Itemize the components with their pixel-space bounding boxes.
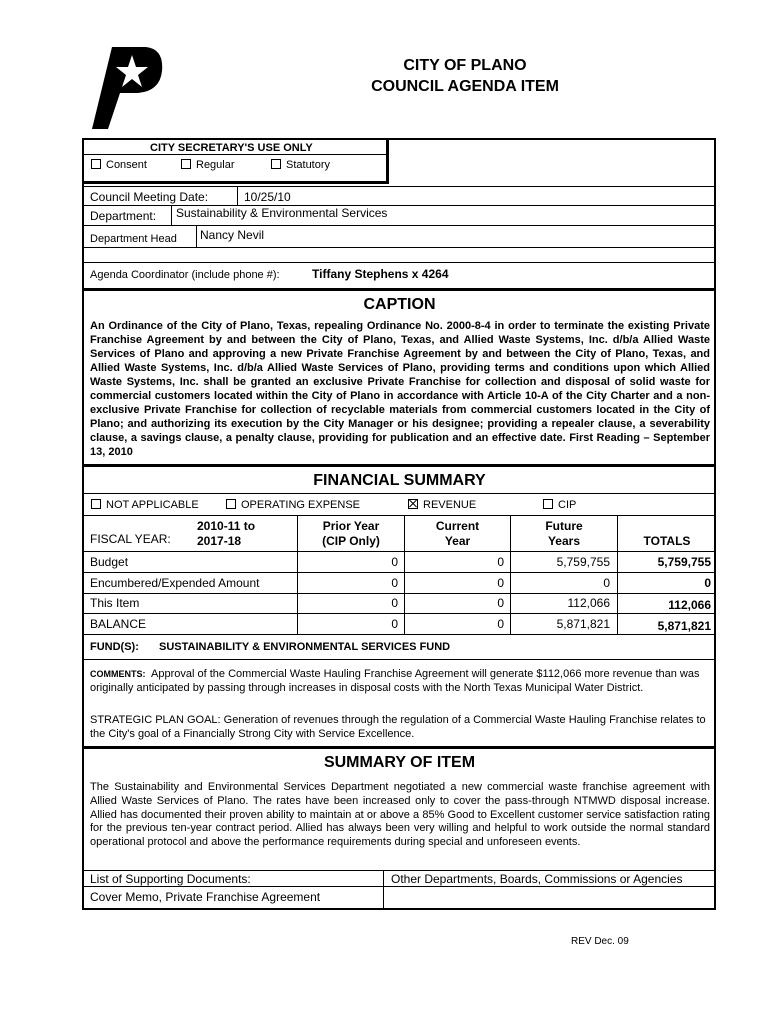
statutory-checkbox[interactable] <box>271 159 281 169</box>
revision-note: REV Dec. 09 <box>571 936 629 947</box>
revenue-checkbox-checked[interactable] <box>408 499 418 509</box>
funds-value: SUSTAINABILITY & ENVIRONMENTAL SERVICES FUND <box>159 641 451 653</box>
row-budget-label: Budget <box>90 555 129 569</box>
row-balance-future: 5,871,821 <box>556 617 610 631</box>
department-value: Sustainability & Environmental Services <box>176 206 388 220</box>
caption-text: An Ordinance of the City of Plano, Texas, repealing Ordinance No. 2000-8-4 in order to terminate the existing Private Franchise Agreement by and between the City of Plano, Texas, and Allied Waste Systems, Inc. d/b/a Allied Waste Services of Plano and approving a new Private Franchise Agreement by and between the City of Plano, Texas, and Allied Waste Systems, Inc. d/b/a Allied Waste Services of Plano, providing terms and conditions upon which Allied Waste Systems, Inc. shall be granted an exclusive Private Franchise for collection and disposal of solid waste for commercial customers located within the City of Plano in accordance with Article 10-A of the City Charter and a non-exclusive Private Franchise for collection of recyclable materials from commercial customers located in the City of Plano; and authorizing its execution by the City Manager or his designee; providing a repealer clause, a severability clause, a savings clause, a penalty clause, providing for publication and an effective date. First Reading – September 13, 2010 <box>90 320 710 458</box>
row-balance-current: 0 <box>497 617 504 631</box>
not-applicable-checkbox[interactable] <box>91 499 101 509</box>
col-prior-year: Prior Year (CIP Only) <box>322 519 380 548</box>
funds-label: FUND(S): <box>90 641 139 653</box>
row-encumbered-current: 0 <box>497 576 504 590</box>
fiscal-year-value-2: 2017-18 <box>197 534 242 548</box>
row-encumbered-prior: 0 <box>391 576 398 590</box>
supporting-docs-label: List of Supporting Documents: <box>90 872 251 886</box>
row-encumbered-label: Encumbered/Expended Amount <box>90 576 260 590</box>
meeting-date-label: Council Meeting Date: <box>90 190 209 204</box>
supporting-docs-value: Cover Memo, Private Franchise Agreement <box>90 890 321 904</box>
coordinator-label: Agenda Coordinator (include phone #): <box>90 269 280 281</box>
comments-text: Approval of the Commercial Waste Hauling Franchise Agreement will generate $112,066 more revenue than was originally anticipated by passing through increases in disposal costs with the North Texas Municipal Water District. <box>90 668 700 694</box>
row-balance-total: 5,871,821 <box>657 619 711 633</box>
fiscal-year-label: FISCAL YEAR: <box>90 532 171 546</box>
department-head-value: Nancy Nevil <box>200 228 265 242</box>
row-this-item-prior: 0 <box>391 596 398 610</box>
row-budget-future: 5,759,755 <box>556 555 610 569</box>
row-this-item-total: 112,066 <box>668 598 711 612</box>
meeting-date-value: 10/25/10 <box>244 190 291 204</box>
statutory-option[interactable]: Statutory <box>271 159 330 171</box>
financial-summary-title: FINANCIAL SUMMARY <box>313 472 486 489</box>
fiscal-year-value-1: 2010-11 to <box>197 519 256 533</box>
regular-checkbox[interactable] <box>181 159 191 169</box>
summary-title: SUMMARY OF ITEM <box>323 754 476 771</box>
row-balance-label: BALANCE <box>90 617 147 631</box>
row-this-item-future: 112,066 <box>567 596 610 610</box>
row-encumbered-total: 0 <box>704 576 711 590</box>
row-this-item-label: This Item <box>90 596 140 610</box>
consent-checkbox[interactable] <box>91 159 101 169</box>
revenue-option[interactable]: REVENUE <box>408 499 476 511</box>
summary-text: The Sustainability and Environmental Services Department negotiated a new commercial waste franchise agreement with Allied Waste Services of Plano. The rates have been increased only to cover the pass-through NTMWD disposal increase. Allied has documented their proven ability to maintain at or above a 85% Good to Excellent customer service satisfaction rating for the previous ten-year contract period. Allied has always been very willing and helpful to work outside the normal standard operational protocol and above the performance requirements during special and unforeseen events. <box>90 781 710 849</box>
not-applicable-option[interactable]: NOT APPLICABLE <box>91 499 199 511</box>
other-departments-label: Other Departments, Boards, Commissions or Agencies <box>391 872 683 886</box>
row-balance-prior: 0 <box>391 617 398 631</box>
header-line-2: COUNCIL AGENDA ITEM <box>371 78 559 95</box>
strategic-plan-goal: STRATEGIC PLAN GOAL: Generation of revenues through the regulation of a Commercial Waste Hauling Franchise relates to the City's goal of a Financially Strong City with Service Excellence. <box>90 714 706 740</box>
department-label: Department: <box>90 209 157 223</box>
row-budget-prior: 0 <box>391 555 398 569</box>
comments <box>90 667 710 695</box>
secretary-title: CITY SECRETARY'S USE ONLY <box>150 142 313 154</box>
row-encumbered-future: 0 <box>603 576 610 590</box>
comments-label: COMMENTS: <box>90 669 146 679</box>
cip-checkbox[interactable] <box>543 499 553 509</box>
header-line-1: CITY OF PLANO <box>403 57 527 74</box>
row-this-item-current: 0 <box>497 596 504 610</box>
col-totals: TOTALS <box>643 534 691 548</box>
col-future-years: Future Years <box>545 519 583 548</box>
row-budget-total: 5,759,755 <box>657 555 711 569</box>
department-head-label: Department Head <box>90 233 177 245</box>
coordinator-value: Tiffany Stephens x 4264 <box>312 267 449 281</box>
operating-expense-option[interactable]: OPERATING EXPENSE <box>226 499 360 511</box>
operating-expense-checkbox[interactable] <box>226 499 236 509</box>
regular-option[interactable]: Regular <box>181 159 235 171</box>
caption-title: CAPTION <box>363 296 436 313</box>
cip-option[interactable]: CIP <box>543 499 576 511</box>
row-budget-current: 0 <box>497 555 504 569</box>
col-current-year: Current Year <box>435 519 480 548</box>
consent-option[interactable]: Consent <box>91 159 147 171</box>
